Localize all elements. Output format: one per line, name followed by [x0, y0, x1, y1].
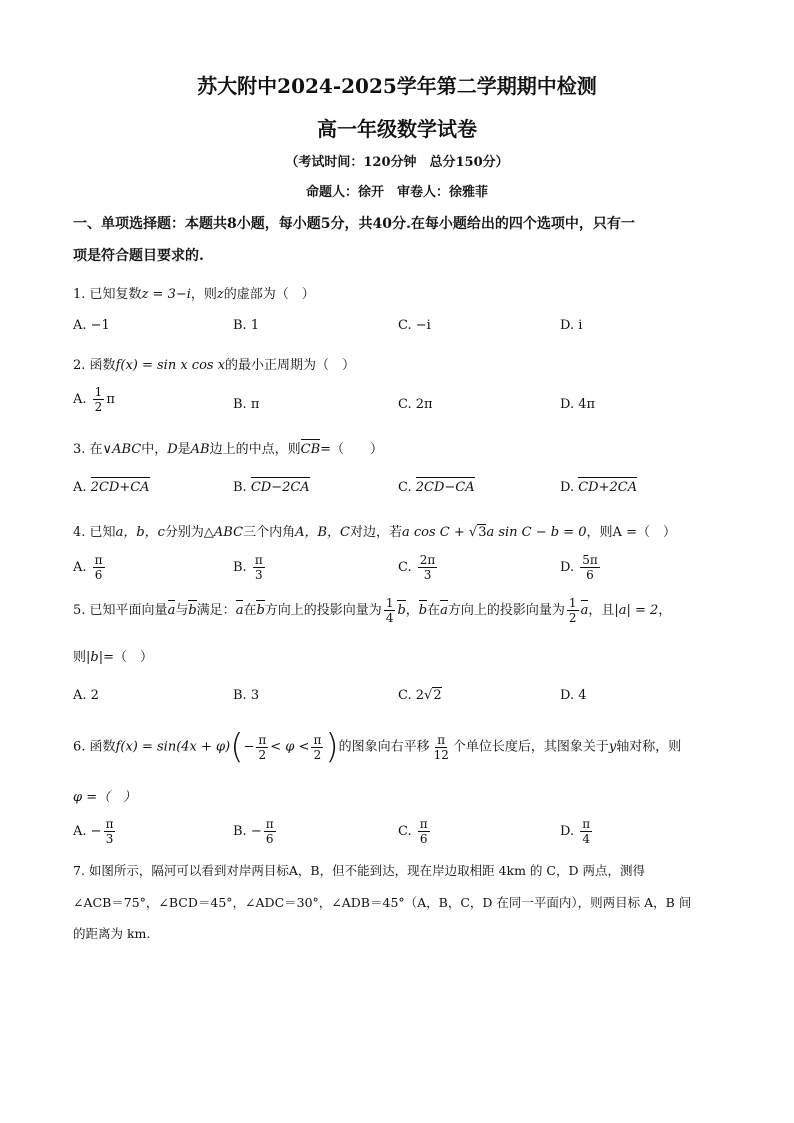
- question-6-line2: φ =（ ）: [73, 790, 137, 805]
- q3-option-b: B. CD−2CA: [233, 480, 310, 495]
- q2-option-d: D. 4π: [560, 397, 596, 412]
- question-7-line1: 7. 如图所示，隔河可以看到对岸两目标A，B，但不能到达，现在岸边取相距 4km 的 C，D 两点，测得: [73, 863, 645, 878]
- q1-option-d: D. i: [560, 318, 583, 333]
- q3-option-d: D. CD+2CA: [560, 480, 638, 495]
- exam-info: （考试时间：120分钟 总分150分）: [285, 155, 509, 170]
- q3-option-a: A. 2CD+CA: [73, 480, 150, 495]
- question-5-line2: 则|b|=（ ）: [73, 650, 154, 665]
- question-3: 3. 在∨ABC中，D是AB边上的中点，则CB=（ ）: [73, 442, 384, 457]
- q1-option-a: A. −1: [73, 318, 110, 333]
- question-7-line3: 的距离为 km.: [73, 926, 151, 941]
- q5-option-b: B. 3: [233, 688, 260, 703]
- q3-option-c: C. 2CD−CA: [398, 480, 475, 495]
- q2-option-a: A. $\frac{1}{2}$ π: [73, 385, 115, 414]
- question-1: 1. 已知复数z = 3−i，则z的虚部为（ ）: [73, 287, 315, 302]
- section-heading-line1: 一、单项选择题：本题共8小题，每小题5分，共40分.在每小题给出的四个选项中，只有一: [73, 216, 635, 232]
- exam-subtitle: 高一年级数学试卷: [317, 117, 477, 141]
- q4-option-b: B. $\frac{\pi}{3}$: [233, 553, 263, 582]
- exam-title: 苏大附中2024-2025学年第二学期期中检测: [197, 74, 597, 98]
- question-6: 6. 函数f(x) = sin(4x + φ)(− $\frac{\pi}{2}$ < φ < $\frac{\pi}{2}$ )的图象向右平移 $\frac{\pi}{12}$ 个单位长度后，其图象关于y轴对称，则: [73, 727, 682, 767]
- q6-option-d: D. $\frac{\pi}{4}$: [560, 817, 591, 846]
- q2-option-c: C. 2π: [398, 397, 433, 412]
- question-7-line2: ∠ACB＝75°，∠BCD＝45°，∠ADC＝30°，∠ADB＝45°（A，B，C，D 在同一平面内），则两目标 A，B 间: [73, 895, 692, 910]
- q6-option-a: A. − $\frac{\pi}{3}$: [73, 817, 114, 846]
- q1-option-c: C. −i: [398, 318, 431, 333]
- exam-authors: 命题人：徐开 审卷人：徐雅菲: [305, 185, 488, 200]
- q6-option-c: C. $\frac{\pi}{6}$: [398, 817, 428, 846]
- q6-option-b: B. − $\frac{\pi}{6}$: [233, 817, 274, 846]
- q4-option-c: C. $\frac{2\pi}{3}$: [398, 553, 436, 582]
- q5-option-c: C. 2√2: [398, 688, 442, 703]
- question-4: 4. 已知a，b，c分别为△ABC三个内角A，B，C对边，若a cos C + √3a sin C − b = 0，则A =（ ）: [73, 525, 676, 540]
- question-5: 5. 已知平面向量a与b满足：a在b方向上的投影向量为 $\frac{1}{4}$ b，b在a方向上的投影向量为 $\frac{1}{2}$ a，且|a| = 2，: [73, 596, 672, 625]
- question-2: 2. 函数f(x) = sin x cos x的最小正周期为（ ）: [73, 358, 356, 373]
- section-heading-line2: 项是符合题目要求的.: [73, 248, 204, 264]
- q4-option-d: D. $\frac{5\pi}{6}$: [560, 553, 598, 582]
- q5-option-a: A. 2: [73, 688, 99, 703]
- q4-option-a: A. $\frac{\pi}{6}$: [73, 553, 103, 582]
- q1-option-b: B. 1: [233, 318, 260, 333]
- q2-option-b: B. π: [233, 397, 260, 412]
- q5-option-d: D. 4: [560, 688, 587, 703]
